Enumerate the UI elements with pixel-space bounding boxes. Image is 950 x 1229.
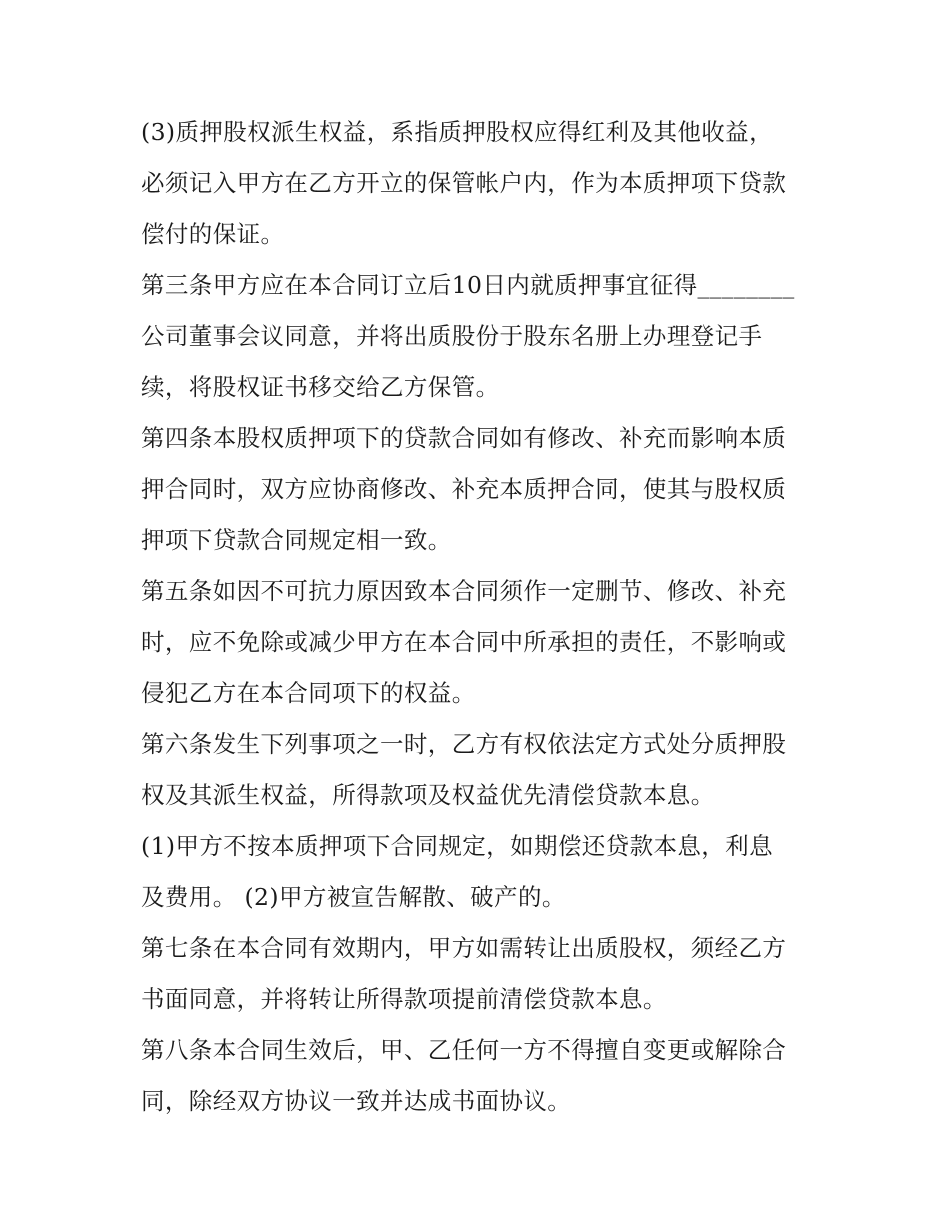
text-line: 押合同时，双方应协商修改、补充本质押合同，使其与股权质 [141,475,787,503]
text-line: 第五条如因不可抗力原因致本合同须作一定删节、修改、补充 [141,577,787,605]
text-line: 第八条本合同生效后，甲、乙任何一方不得擅自变更或解除合 [141,1036,787,1064]
text-line: 第四条本股权质押项下的贷款合同如有修改、补充而影响本质 [141,424,787,452]
text-line: 侵犯乙方在本合同项下的权益。 [141,679,476,707]
text-line: 第三条甲方应在本合同订立后10日内就质押事宜征得________ [141,271,795,299]
text-line: 时，应不免除或减少甲方在本合同中所承担的责任，不影响或 [141,628,787,656]
text-line: 续，将股权证书移交给乙方保管。 [141,373,500,401]
text-line: 权及其派生权益，所得款项及权益优先清偿贷款本息。 [141,781,715,809]
text-line: 第六条发生下列事项之一时，乙方有权依法定方式处分质押股 [141,730,787,758]
text-line: 第七条在本合同有效期内，甲方如需转让出质股权，须经乙方 [141,934,787,962]
text-line: (3)质押股权派生权益，系指质押股权应得红利及其他收益， [141,118,773,146]
text-line: 偿付的保证。 [141,220,285,248]
text-line: 公司董事会议同意，并将出质股份于股东名册上办理登记手 [141,322,763,350]
document-body [141,107,813,1127]
text-line: 及费用。 (2)甲方被宣告解散、破产的。 [141,883,566,911]
text-line: 必须记入甲方在乙方开立的保管帐户内，作为本质押项下贷款 [141,169,787,197]
text-line: 书面同意，并将转让所得款项提前清偿贷款本息。 [141,985,667,1013]
text-line: 同，除经双方协议一致并达成书面协议。 [141,1087,572,1115]
text-line: 押项下贷款合同规定相一致。 [141,526,452,554]
text-line: (1)甲方不按本质押项下合同规定，如期偿还贷款本息，利息 [141,832,773,860]
